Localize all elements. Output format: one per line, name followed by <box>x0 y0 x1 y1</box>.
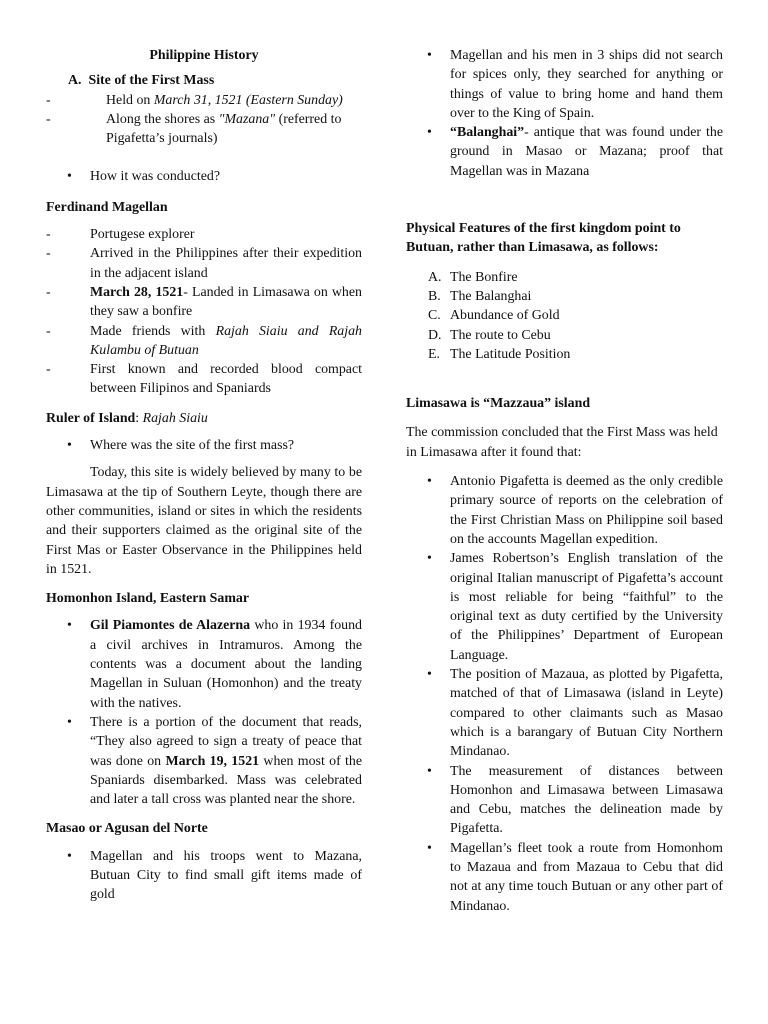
masao-item-1: • Magellan and his troops went to Mazana, Butuan City to find small gift items made of gold <box>46 847 362 905</box>
section-a-title: Site of the First Mass <box>88 73 215 89</box>
feature-letter: C. <box>428 308 441 324</box>
magellan-search-list <box>406 46 723 181</box>
where-item: • Where was the site of the first mass? <box>46 436 362 455</box>
first-mass-date: March 31, 1521 (Eastern Sunday) <box>153 92 343 108</box>
feature-text: The Latitude Position <box>450 346 571 362</box>
finding-item: • The measurement of distances between Homonhon and Limasawa between Limasawa and Cebu, matches the delineation made by Pigafetta. <box>406 762 723 839</box>
commission-paragraph: The commission concluded that the First Mass was held in Limasawa after it found that: <box>406 425 718 460</box>
magellan-item-1: - Portugese explorer <box>46 225 362 244</box>
section-a-letter: A. <box>68 73 82 89</box>
shores-item: - Along the shores as "Mazana" (referred to Pigafetta’s journals) <box>46 110 362 149</box>
magellan-item-4: - Made friends with Rajah Siaiu and Rajah Kulambu of Butuan <box>46 322 362 361</box>
magellan-item-2: - Arrived in the Philippines after their expedition in the adjacent island <box>46 244 362 283</box>
ruler-line: Ruler of Island: Rajah Siaiu <box>46 410 208 426</box>
homonhon-list <box>46 616 362 809</box>
magellan-item-3: - March 28, 1521- Landed in Limasawa on when they saw a bonfire <box>46 283 362 322</box>
feature-item <box>406 326 723 345</box>
masao-heading: Masao or Agusan del Norte <box>46 821 208 837</box>
findings-list <box>406 472 723 916</box>
document-title: Philippine History <box>149 48 259 63</box>
balanghai-term: “Balanghai” <box>450 125 525 141</box>
mazana-quote: "Mazana" <box>218 111 276 127</box>
masao-list <box>46 847 362 905</box>
how-conducted-item: • How it was conducted? <box>46 167 362 186</box>
feature-text: The Balanghai <box>450 288 532 304</box>
rajah-names: Rajah Siaiu and Rajah Kulambu of Butuan <box>90 323 363 358</box>
homonhon-heading: Homonhon Island, Eastern Samar <box>46 591 249 607</box>
feature-text: The route to Cebu <box>450 327 551 343</box>
feature-item <box>406 306 723 325</box>
section-a-heading <box>68 71 362 90</box>
feature-item <box>406 345 723 364</box>
feature-text: Abundance of Gold <box>450 308 560 324</box>
right-column <box>406 46 723 916</box>
limasawa-heading: Limasawa is “Mazzaua” island <box>406 396 591 412</box>
magellan-list <box>46 225 362 399</box>
left-column <box>46 46 362 905</box>
magellan-item-5: - First known and recorded blood compact between Filipinos and Spaniards <box>46 360 362 399</box>
held-on-item: - Held on March 31, 1521 (Eastern Sunday) <box>46 91 362 110</box>
physical-features-heading: Physical Features of the first kingdom point to Butuan, rather than Limasawa, as follows: <box>406 221 681 256</box>
feature-letter: A. <box>428 269 442 285</box>
feature-letter: D. <box>428 327 442 343</box>
feature-text: The Bonfire <box>450 269 518 285</box>
homonhon-item-1: • Gil Piamontes de Alazerna who in 1934 found a civil archives in Intramuros. Among the contents was a document about the landing Magellan in Suluan (Homonhon) and the treaty with the natives. <box>46 616 362 712</box>
feature-letter: B. <box>428 288 441 304</box>
first-mass-details <box>46 91 362 149</box>
ships-item: • Magellan and his men in 3 ships did not search for spices only, they searched for anything or things of value to bring home and hand them over to the King of Spain. <box>406 46 723 123</box>
finding-item: • Magellan’s fleet took a route from Homonhom to Mazaua and from Mazaua to Cebu that did not at any time touch Butuan or any other part of Mindanao. <box>406 839 723 916</box>
ruler-name: Rajah Siaiu <box>142 410 208 426</box>
piamontes-name: Gil Piamontes de Alazerna <box>90 618 251 634</box>
how-list <box>46 167 362 186</box>
where-list <box>46 436 362 455</box>
balanghai-item: • “Balanghai”- antique that was found under the ground in Masao or Mazana; proof that Magellan was in Mazana <box>406 123 723 181</box>
finding-item: • James Robertson’s English translation of the original Italian manuscript of Pigafetta’s account is most reliable for being “faithful” to the original text as duty certified by the University of the Philippines’ Department of European Language. <box>406 549 723 665</box>
today-paragraph: Today, this site is widely believed by many to be Limasawa at the tip of Southern Leyte, though there are other communities, island or sites in which the residents and their supporters claimed as the original site of the First Mas or Easter Observance in the Philippines held in 1521. <box>46 465 362 577</box>
features-list <box>406 268 723 364</box>
landing-date: March 28, 1521 <box>90 284 184 300</box>
feature-item <box>406 287 723 306</box>
homonhon-item-2: • There is a portion of the document that reads, “They also agreed to sign a treaty of peace that was done on March 19, 1521 when most of the Spaniards disembarked. Mass was celebrated and later a tall cross was planted near the shore. <box>46 713 362 809</box>
finding-item: • The position of Mazaua, as plotted by Pigafetta, matched of that of Limasawa (island in Leyte) compared to other claimants such as Masao which is a barangary of Butuan City Northern Mindanao. <box>406 665 723 761</box>
feature-item <box>406 268 723 287</box>
treaty-date: March 19, 1521 <box>165 753 260 769</box>
finding-item: • Antonio Pigafetta is deemed as the only credible primary source of reports on the celebration of the First Christian Mass on Philippine soil based on the accounts Magellan expedition. <box>406 472 723 549</box>
feature-letter: E. <box>428 346 440 362</box>
ruler-label: Ruler of Island <box>46 410 136 426</box>
magellan-heading: Ferdinand Magellan <box>46 199 168 215</box>
